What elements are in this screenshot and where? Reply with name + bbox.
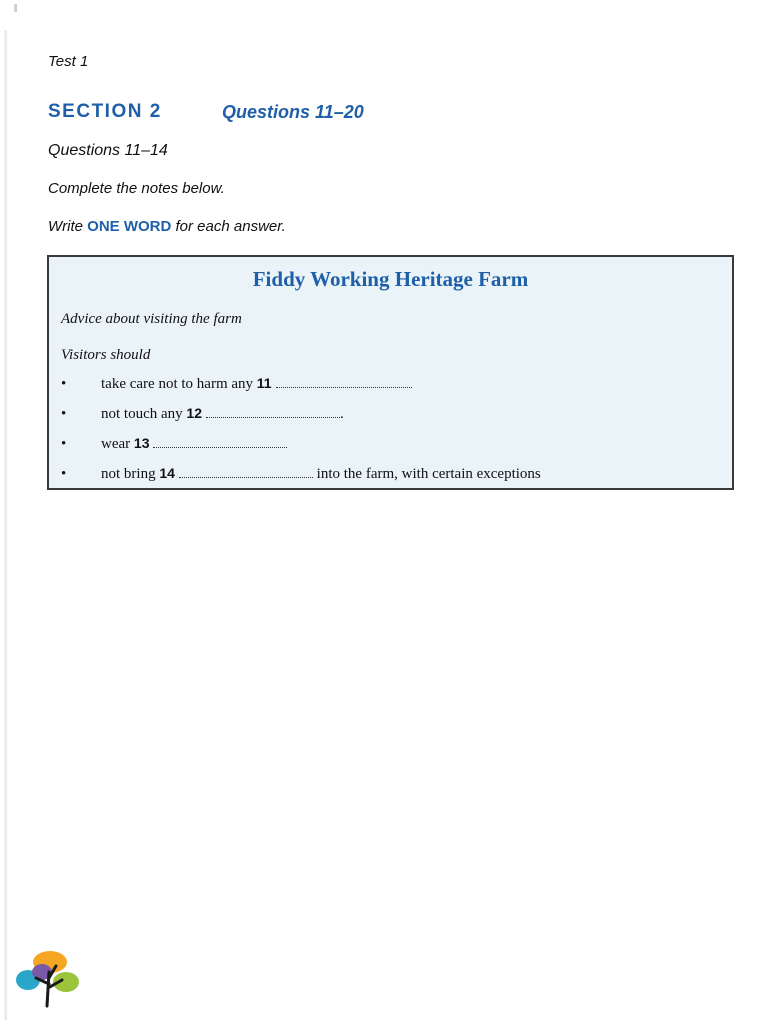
note-item <box>61 405 344 423</box>
test-label: Test 1 <box>48 53 89 70</box>
question-number: 11 <box>256 375 272 391</box>
notes-title: Fiddy Working Heritage Farm <box>252 267 529 291</box>
note-text: wear <box>101 436 134 452</box>
notes-advice-heading: Advice about visiting the farm <box>61 311 242 327</box>
answer-blank[interactable] <box>153 437 287 448</box>
instruction-word-limit <box>48 218 286 235</box>
bullet: • <box>61 376 67 392</box>
page-edge <box>4 30 7 1020</box>
question-number: 12 <box>186 405 202 421</box>
note-item <box>61 375 412 393</box>
note-text: take care not to harm any <box>101 376 257 392</box>
note-item <box>61 465 541 483</box>
answer-blank[interactable] <box>179 467 313 478</box>
bullet: • <box>61 466 67 482</box>
note-text: not touch any <box>101 406 187 422</box>
question-number: 13 <box>133 435 150 451</box>
note-suffix: into the farm, with certain exceptions <box>312 466 541 482</box>
note-suffix: . <box>339 406 344 422</box>
questions-range: Questions 11–20 <box>222 102 364 122</box>
instruction-suffix: for each answer. <box>171 218 286 235</box>
questions-subrange: Questions 11–14 <box>48 142 168 159</box>
section-heading <box>48 101 162 123</box>
bullet: • <box>61 436 67 452</box>
instruction-complete-notes: Complete the notes below. <box>48 180 225 197</box>
notes-visitors-heading: Visitors should <box>61 347 151 363</box>
answer-blank[interactable] <box>206 407 340 418</box>
note-text: not bring <box>101 466 160 482</box>
word-limit-highlight: ONE WORD <box>87 218 172 235</box>
note-item <box>61 435 287 453</box>
notes-box <box>47 255 734 490</box>
section-title: SECTION 2 <box>48 101 162 122</box>
tree-logo-icon <box>16 950 80 1008</box>
answer-blank[interactable] <box>276 377 412 388</box>
question-number: 14 <box>159 465 175 481</box>
instruction-prefix: Write <box>48 218 88 235</box>
bullet: • <box>61 406 67 422</box>
scan-mark <box>14 4 17 12</box>
